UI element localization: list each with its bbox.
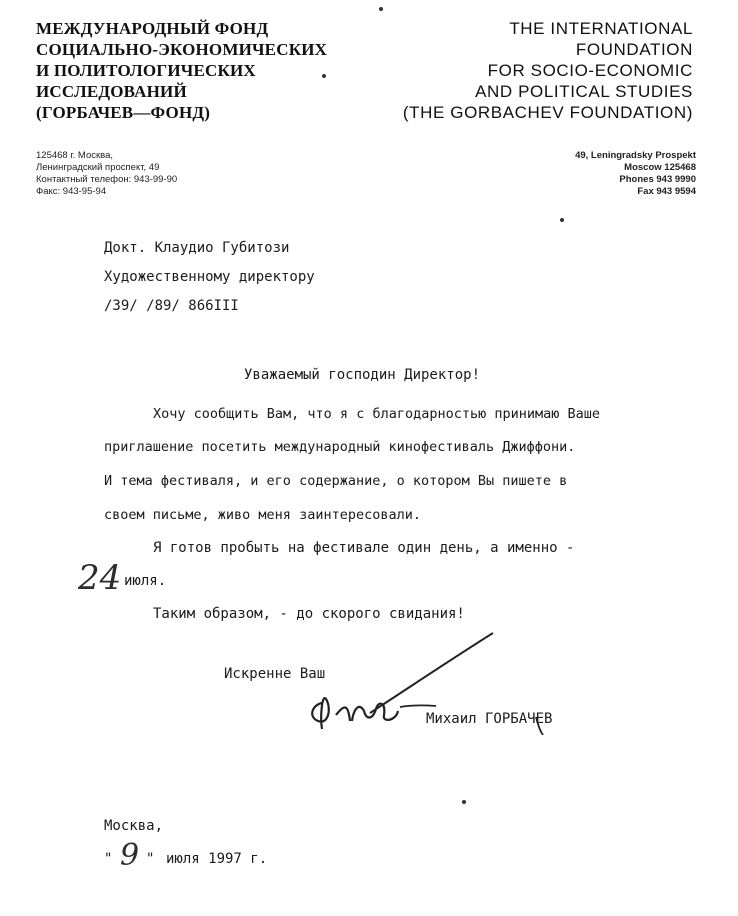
paragraph-3: Таким образом, - до скорого свидания! — [153, 606, 465, 622]
paragraph-2-line-2: июля. — [124, 573, 167, 589]
recipient-title: Художественному директору — [104, 269, 315, 285]
org-name-en: THE INTERNATIONAL FOUNDATION FOR SOCIO-ECONOMIC AND POLITICAL STUDIES (THE GORBACHEV FOUNDATION) — [402, 19, 693, 122]
paragraph-1-line-3: И тема фестиваля, и его содержание, о котором Вы пишете в — [104, 473, 568, 489]
paragraph-1-line-1: Хочу сообщить Вам, что я с благодарностью принимаю Ваше — [153, 406, 601, 422]
date-rest: июля 1997 г. — [166, 851, 268, 867]
handwritten-date-day: 9 — [120, 838, 140, 873]
address-ru: 125468 г. Москва, Ленинградский проспект, 49 Контактный телефон: 943-99-90 Факс: 943-95-94 — [36, 150, 178, 197]
speck-mark — [379, 7, 383, 11]
closing-sincerely: Искренне Ваш — [224, 666, 326, 682]
reference-number: /39/ /89/ 866III — [104, 298, 239, 314]
salutation: Уважаемый господин Директор! — [244, 367, 481, 383]
date-open-quote: " — [104, 851, 113, 867]
closing-city: Москва, — [104, 818, 164, 834]
org-name-ru: МЕЖДУНАРОДНЫЙ ФОНД СОЦИАЛЬНО-ЭКОНОМИЧЕСКИХ И ПОЛИТОЛОГИЧЕСКИХ ИССЛЕДОВАНИЙ (ГОРБАЧЕВ—ФОНД) — [36, 19, 328, 122]
handwritten-day: 24 — [78, 558, 122, 598]
speck-mark — [322, 74, 326, 78]
date-close-quote: " — [146, 851, 155, 867]
speck-mark — [560, 218, 564, 222]
speck-mark — [462, 800, 466, 804]
paragraph-1-line-2: приглашение посетить международный кинофестиваль Джиффони. — [104, 439, 576, 455]
paragraph-2-line-1: Я готов пробыть на фестивале один день, а именно - — [153, 540, 575, 556]
address-en: 49, Leningradsky Prospekt Moscow 125468 Phones 943 9990 Fax 943 9594 — [575, 150, 696, 197]
signer-name: Михаил ГОРБАЧЕВ — [426, 711, 553, 727]
recipient-name: Докт. Клаудио Губитози — [104, 240, 290, 256]
paragraph-1-line-4: своем письме, живо меня заинтересовали. — [104, 507, 421, 523]
